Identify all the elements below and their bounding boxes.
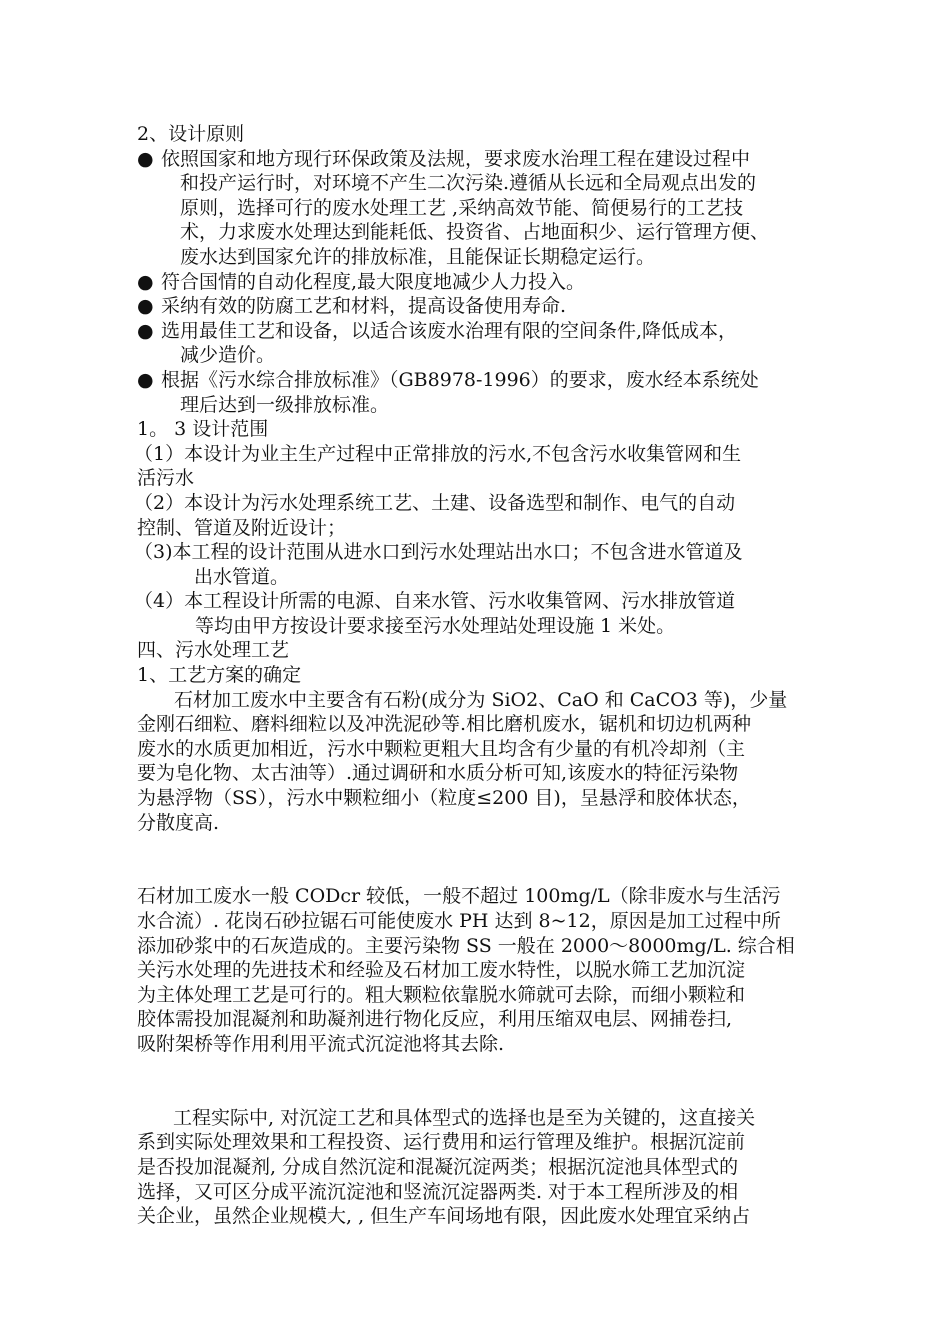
bullet-item	[137, 319, 867, 368]
bullet-text: 减少造价。	[180, 344, 276, 367]
paragraph-line: 要为皂化物、太古油等）.通过调研和水质分析可知,该废水的特征污染物	[137, 762, 739, 785]
scope-item-text: 出水管道。	[194, 565, 290, 588]
paragraph-line: 分散度高.	[137, 811, 220, 834]
paragraph-line: 吸附架桥等作用利用平流式沉淀池将其去除.	[137, 1032, 505, 1055]
bullet-text: 和投产运行时，对环境不产生二次污染.遵循从长远和全局观点出发的	[180, 172, 757, 195]
bullet-text: 依照国家和地方现行环保政策及法规，要求废水治理工程在建设过程中	[161, 147, 751, 170]
bullet-text: 采纳有效的防腐工艺和材料，提高设备使用寿命.	[161, 295, 567, 318]
paragraph-line: 为悬浮物（SS），污水中颗粒细小（粒度≤200 目)，呈悬浮和胶体状态，	[137, 787, 751, 810]
bullet-item	[137, 294, 867, 319]
subsection-heading-process-plan: 1、工艺方案的确定	[137, 664, 302, 687]
paragraph-line: 选择，又可区分成平流沉淀池和竖流沉淀器两类. 对于本工程所涉及的相	[137, 1180, 739, 1203]
paragraph-line: 石材加工废水一般 CODcr 较低，一般不超过 100mg/L（除非废水与生活污	[137, 885, 781, 908]
bullet-item	[137, 147, 867, 270]
scope-item-text: （3)本工程的设计范围从进水口到污水处理站出水口；不包含进水管道及	[134, 541, 743, 564]
paragraph-line: 关企业，虽然企业规模大, , 但生产车间场地有限，因此废水处理宜采纳占	[137, 1205, 751, 1228]
paragraph	[137, 1106, 867, 1229]
document-page	[134, 122, 867, 1229]
scope-item-text: （1）本设计为业主生产过程中正常排放的污水,不包含污水收集管网和生	[134, 442, 742, 465]
paragraph-line: 系到实际处理效果和工程投资、运行费用和运行管理及维护。根据沉淀前	[137, 1131, 746, 1154]
section-heading-treatment-process: 四、污水处理工艺	[137, 639, 290, 662]
paragraph-line: 为主体处理工艺是可行的。粗大颗粒依靠脱水筛就可去除，而细小颗粒和	[137, 983, 746, 1006]
paragraph-line: 关污水处理的先进技术和经验及石材加工废水特性，以脱水筛工艺加沉淀	[137, 959, 746, 982]
paragraph	[137, 884, 867, 1056]
bullet-text: 废水达到国家允许的排放标准，且能保证长期稳定运行。	[180, 245, 656, 268]
bullet-text: 符合国情的自动化程度,最大限度地减少人力投入。	[161, 270, 586, 293]
bullet-icon: ●	[137, 147, 154, 170]
bullet-item	[137, 270, 867, 295]
bullet-text: 术，力求废水处理达到能耗低、投资省、占地面积少、运行管理方便、	[180, 221, 770, 244]
bullet-icon: ●	[137, 319, 154, 342]
bullet-text: 选用最佳工艺和设备，以适合该废水治理有限的空间条件,降低成本，	[161, 319, 738, 342]
paragraph-line: 是否投加混凝剂, 分成自然沉淀和混凝沉淀两类；根据沉淀池具体型式的	[137, 1155, 739, 1178]
bullet-icon: ●	[137, 270, 154, 293]
bullet-item	[137, 368, 867, 417]
paragraph-line: 金刚石细粒、磨料细粒以及冲洗泥砂等.相比磨机废水，锯机和切边机两种	[137, 713, 752, 736]
paragraph	[137, 688, 867, 836]
scope-item-text: 控制、管道及附近设计；	[137, 516, 347, 539]
paragraph-line: 石材加工废水中主要含有石粉(成分为 SiO2、CaO 和 CaCO3 等)，少量	[174, 688, 788, 711]
scope-item-text: 活污水	[137, 467, 195, 490]
bullet-text: 根据《污水综合排放标准》（GB8978-1996）的要求，废水经本系统处	[161, 368, 759, 391]
paragraph-line: 添加砂浆中的石灰造成的。主要污染物 SS 一般在 2000～8000mg/L. 综合相	[137, 934, 795, 957]
scope-item-text: （4）本工程设计所需的电源、自来水管、污水收集管网、污水排放管道	[134, 590, 736, 613]
scope-item-text: 等均由甲方按设计要求接至污水处理站处理设施 1 米处。	[195, 614, 676, 637]
bullet-icon: ●	[137, 295, 154, 318]
paragraph-line: 胶体需投加混凝剂和助凝剂进行物化反应，利用压缩双电层、网捕卷扫,	[137, 1008, 733, 1031]
bullet-text: 原则，选择可行的废水处理工艺 ,采纳高效节能、简便易行的工艺技	[180, 196, 744, 219]
scope-item-text: （2）本设计为污水处理系统工艺、土建、设备选型和制作、电气的自动	[134, 491, 736, 514]
section-heading-design-scope: 1。 3 设计范围	[137, 418, 269, 441]
paragraph-line: 废水的水质更加相近，污水中颗粒更粗大且均含有少量的有机冷却剂（主	[137, 737, 746, 760]
paragraph-line: 水合流）. 花岗石砂拉锯石可能使废水 PH 达到 8~12，原因是加工过程中所	[137, 910, 781, 932]
section-heading-design-principles: 2、设计原则	[137, 123, 245, 145]
paragraph-line: 工程实际中, 对沉淀工艺和具体型式的选择也是至为关键的，这直接关	[173, 1106, 756, 1129]
bullet-text: 理后达到一级排放标准。	[180, 393, 390, 416]
bullet-icon: ●	[137, 368, 154, 391]
